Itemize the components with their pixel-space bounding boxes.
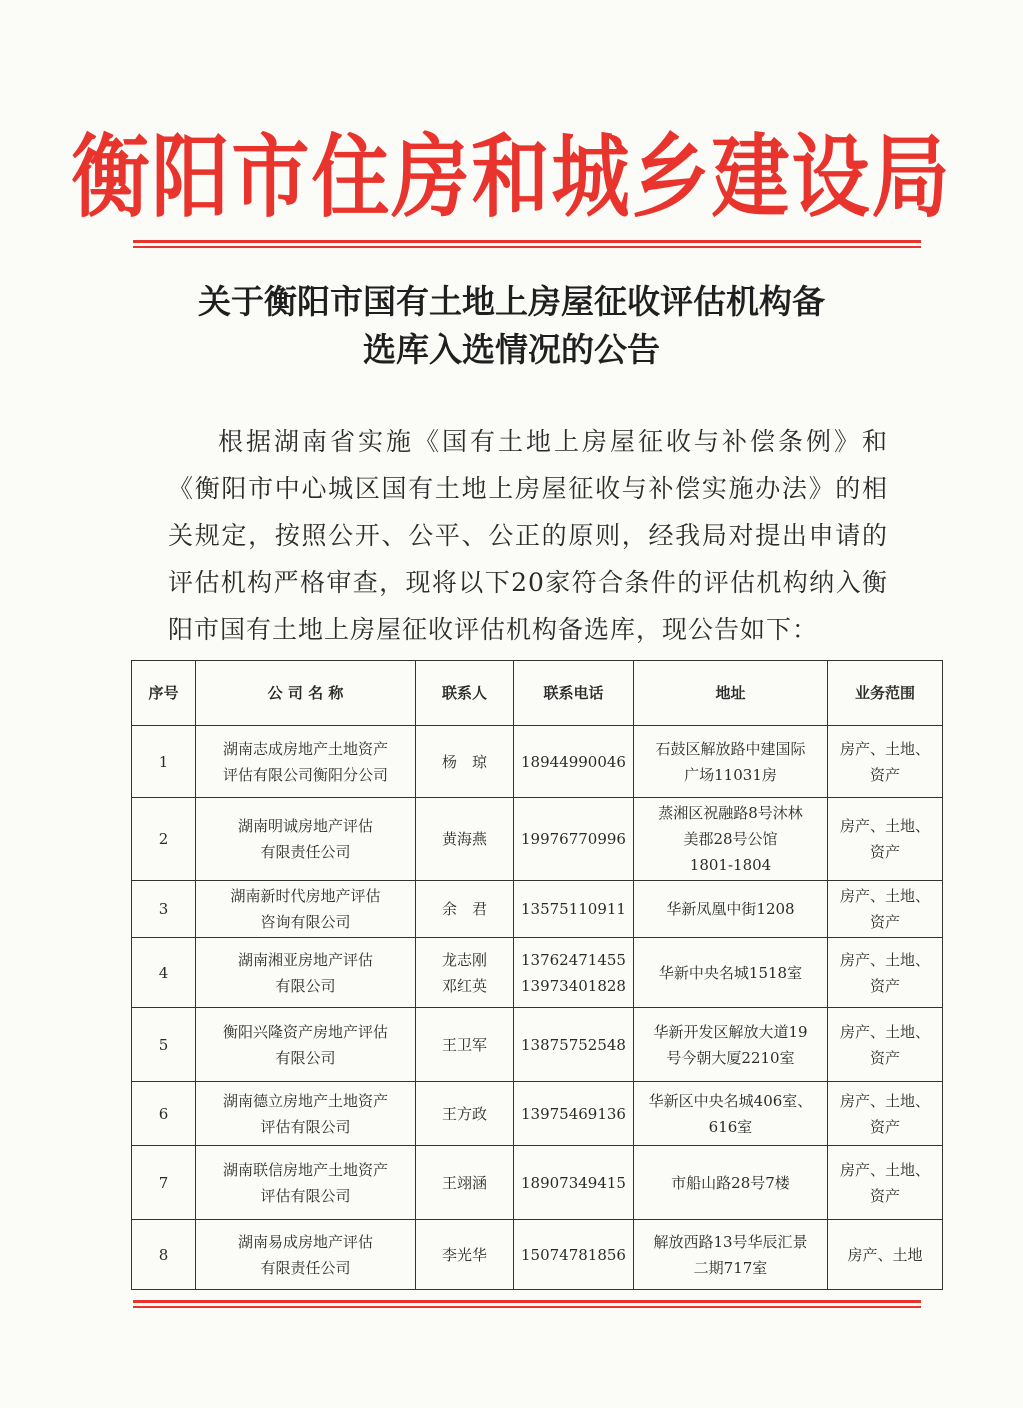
cell-contact: 余 君 [416, 881, 514, 938]
cell-contact: 黄海燕 [416, 798, 514, 881]
header-contact: 联系人 [416, 661, 514, 726]
cell-address: 华新开发区解放大道19 号今朝大厦2210室 [634, 1008, 828, 1082]
cell-phone: 13875752548 [514, 1008, 634, 1082]
cell-name: 湖南志成房地产土地资产 评估有限公司衡阳分公司 [196, 726, 416, 798]
cell-contact: 杨 琼 [416, 726, 514, 798]
header-rule-thin [133, 246, 921, 248]
footer-rule-thick [133, 1300, 921, 1303]
title-line-2: 选库入选情况的公告 [363, 330, 660, 369]
table-row [132, 798, 943, 881]
cell-contact: 王方政 [416, 1082, 514, 1146]
cell-address: 石鼓区解放路中建国际 广场11031房 [634, 726, 828, 798]
header-no: 序号 [132, 661, 196, 726]
header-scope: 业务范围 [828, 661, 943, 726]
table-row [132, 726, 943, 798]
cell-no: 2 [132, 798, 196, 881]
cell-phone: 19976770996 [514, 798, 634, 881]
cell-contact: 李光华 [416, 1220, 514, 1290]
cell-contact: 王翊涵 [416, 1146, 514, 1220]
cell-name: 湖南易成房地产评估 有限责任公司 [196, 1220, 416, 1290]
cell-no: 1 [132, 726, 196, 798]
cell-contact: 王卫军 [416, 1008, 514, 1082]
cell-name: 衡阳兴隆资产房地产评估 有限公司 [196, 1008, 416, 1082]
cell-scope: 房产、土地、 资产 [828, 726, 943, 798]
table-row [132, 881, 943, 938]
cell-phone: 13762471455 13973401828 [514, 938, 634, 1008]
cell-address: 华新凤凰中街1208 [634, 881, 828, 938]
announcement-paragraph: 根据湖南省实施《国有土地上房屋征收与补偿条例》和《衡阳市中心城区国有土地上房屋征收与补偿实施办法》的相关规定，按照公开、公平、公正的原则，经我局对提出申请的评估机构严格审查，现将以下20家符合条件的评估机构纳入衡阳市国有土地上房屋征收评估机构备选库，现公告如下： [168, 427, 888, 644]
cell-scope: 房产、土地、 资产 [828, 938, 943, 1008]
cell-name: 湖南德立房地产土地资产 评估有限公司 [196, 1082, 416, 1146]
table-row [132, 1146, 943, 1220]
cell-address: 解放西路13号华辰汇景 二期717室 [634, 1220, 828, 1290]
cell-scope: 房产、土地、 资产 [828, 798, 943, 881]
cell-name: 湖南湘亚房地产评估 有限公司 [196, 938, 416, 1008]
table-header-row [132, 661, 943, 726]
cell-no: 6 [132, 1082, 196, 1146]
agency-table [131, 660, 943, 1290]
header-name: 公 司 名 称 [196, 661, 416, 726]
cell-scope: 房产、土地、 资产 [828, 1082, 943, 1146]
cell-scope: 房产、土地、 资产 [828, 1146, 943, 1220]
cell-scope: 房产、土地 [828, 1220, 943, 1290]
cell-no: 3 [132, 881, 196, 938]
header-address: 地址 [634, 661, 828, 726]
cell-phone: 13575110911 [514, 881, 634, 938]
cell-no: 8 [132, 1220, 196, 1290]
cell-no: 5 [132, 1008, 196, 1082]
table-row [132, 938, 943, 1008]
table-row [132, 1008, 943, 1082]
org-masthead: 衡阳市住房和城乡建设局 [71, 126, 952, 230]
cell-scope: 房产、土地、 资产 [828, 881, 943, 938]
table-row [132, 1220, 943, 1290]
cell-contact: 龙志刚 邓红英 [416, 938, 514, 1008]
cell-no: 7 [132, 1146, 196, 1220]
cell-address: 蒸湘区祝融路8号沐林 美郡28号公馆 1801-1804 [634, 798, 828, 881]
cell-address: 华新区中央名城406室、 616室 [634, 1082, 828, 1146]
cell-phone: 13975469136 [514, 1082, 634, 1146]
header-rule-thick [133, 240, 921, 243]
cell-phone: 18944990046 [514, 726, 634, 798]
cell-address: 市船山路28号7楼 [634, 1146, 828, 1220]
title-line-1: 关于衡阳市国有土地上房屋征收评估机构备 [198, 282, 825, 321]
cell-phone: 18907349415 [514, 1146, 634, 1220]
cell-no: 4 [132, 938, 196, 1008]
cell-name: 湖南新时代房地产评估 咨询有限公司 [196, 881, 416, 938]
header-phone: 联系电话 [514, 661, 634, 726]
cell-scope: 房产、土地、 资产 [828, 1008, 943, 1082]
cell-address: 华新中央名城1518室 [634, 938, 828, 1008]
cell-phone: 15074781856 [514, 1220, 634, 1290]
table-row [132, 1082, 943, 1146]
cell-name: 湖南明诚房地产评估 有限责任公司 [196, 798, 416, 881]
cell-name: 湖南联信房地产土地资产 评估有限公司 [196, 1146, 416, 1220]
document-title [0, 278, 1023, 374]
footer-rule-thin [133, 1306, 921, 1308]
